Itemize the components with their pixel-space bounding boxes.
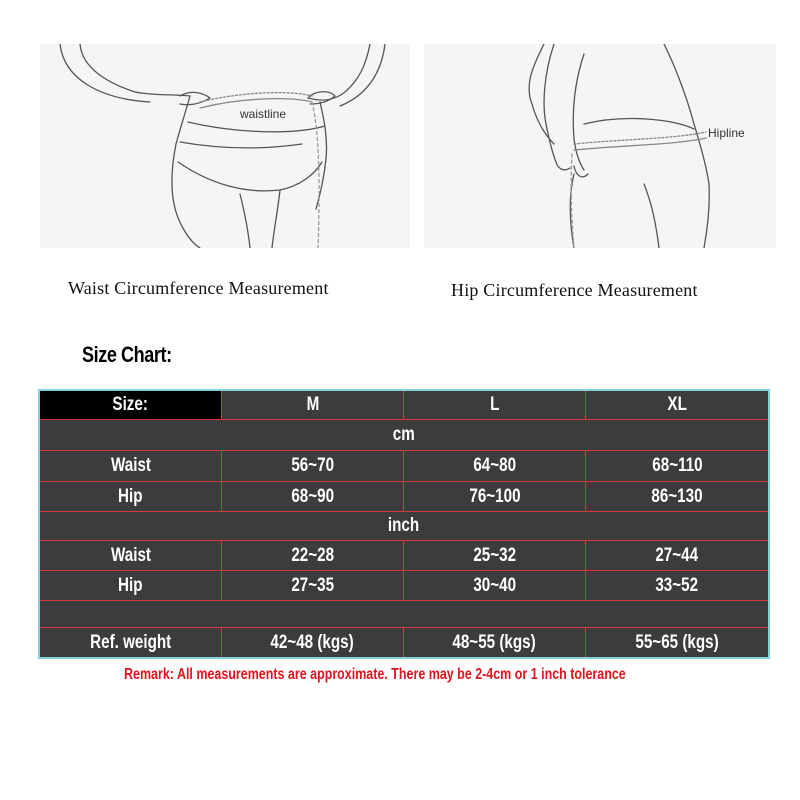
remark-text: Remark: All measurements are approximate. There may be 2-4cm or 1 inch tolerance [124,666,626,683]
header-size-xl-text: XL [667,394,687,415]
row-label-text: Ref. weight [89,631,172,653]
waist-figure-drawing [40,44,410,248]
cm-label [40,420,768,450]
inch-waist-row [40,541,768,570]
cell-value: 42~48 (kgs) [270,631,355,653]
cell-value: 55~65 (kgs) [635,631,719,653]
header-size-m-text: M [306,394,319,415]
table-cell [221,628,403,657]
inch-label [40,512,768,540]
cell-value: 56~70 [291,455,334,476]
table-cell [221,571,403,600]
cm-waist-row [40,451,768,481]
table-cell [403,451,585,481]
header-size-l [403,391,585,419]
table-cell [585,628,768,657]
table-cell [221,541,403,570]
cell-value: 48~55 (kgs) [452,631,537,653]
cm-label-text: cm [393,424,415,445]
inch-label-text: inch [388,515,420,536]
header-row [40,391,768,419]
waist-caption: Waist Circumference Measurement [68,278,329,298]
inch-hip-row [40,571,768,600]
cell-value: 68~90 [291,485,334,507]
table-cell [221,482,403,511]
table-cell [585,541,768,570]
header-size-l-text: L [489,394,500,415]
row-label-text: Hip [118,574,143,596]
cell-value: 68~110 [651,455,703,476]
weight-row [40,628,768,657]
empty-row [40,601,768,627]
table-cell [221,451,403,481]
row-label [40,628,221,657]
row-label-text: Waist [110,455,151,476]
header-size-label [40,391,221,419]
table-cell [585,482,768,511]
table-cell [403,541,585,570]
size-chart-title: Size Chart: [82,342,172,367]
table-cell [403,571,585,600]
cell-value: 22~28 [291,544,334,566]
row-label [40,451,221,481]
cell-value: 25~32 [473,544,516,566]
cell-value: 30~40 [473,574,516,596]
cm-hip-row [40,482,768,511]
table-cell [403,482,585,511]
row-label [40,482,221,511]
waistline-label: waistline [240,107,287,121]
row-label [40,571,221,600]
cell-value: 27~44 [655,544,699,566]
cell-value: 27~35 [291,574,334,596]
cell-value: 76~100 [468,485,521,507]
header-size-label-text: Size: [112,394,149,415]
header-size-m [221,391,403,419]
hipline-label: Hipline [708,126,745,140]
cm-label-row [40,420,768,450]
size-table [38,389,770,659]
row-label-text: Waist [110,544,151,566]
cell-value: 64~80 [473,455,516,476]
hip-illustration [424,44,776,248]
hip-caption: Hip Circumference Measurement [451,280,698,300]
row-label [40,541,221,570]
waist-illustration [40,44,410,248]
hip-figure-drawing [424,44,776,248]
table-cell [585,451,768,481]
inch-label-row [40,512,768,540]
size-table-grid [40,391,768,657]
row-label-text: Hip [118,485,143,507]
cell-value: 86~130 [651,485,703,507]
header-size-xl [585,391,768,419]
cell-value: 33~52 [655,574,699,596]
table-cell [585,571,768,600]
table-cell [403,628,585,657]
